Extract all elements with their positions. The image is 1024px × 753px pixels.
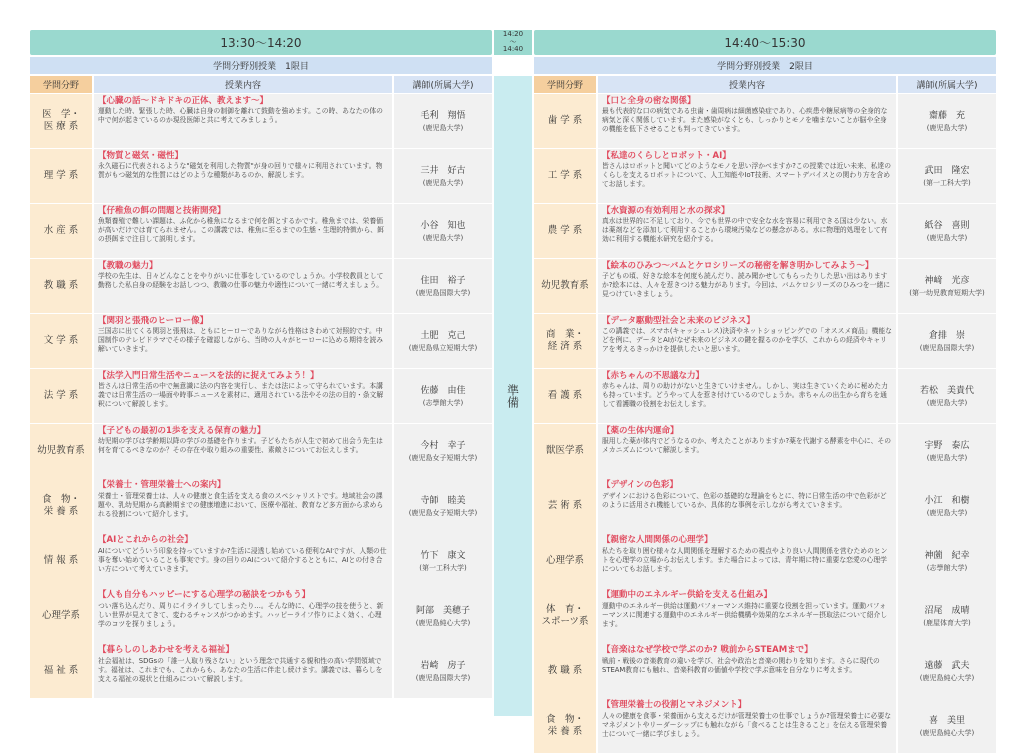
- field-label: 医 学・ 医 療 系: [30, 94, 92, 148]
- instructor-name: 紙谷 喜則: [924, 221, 970, 232]
- header-content: 授業内容: [598, 76, 896, 93]
- field-label: 教 職 系: [534, 643, 596, 697]
- instructor-name: 小谷 知也: [420, 221, 466, 232]
- instructor-name: 齋藤 充: [928, 111, 965, 122]
- field-label: 水 産 系: [30, 204, 92, 258]
- course-title: 【運動中のエネルギー供給を支える仕組み】: [602, 590, 773, 601]
- course-description: 栄養士・管理栄養士は、人々の健康と食生活を支える食のスペシャリストです。地域社会の課題や、乳幼児期から高齢期までの健康増進において、医療や福祉、教育など多方面から求められる役割について紹介します。: [98, 492, 384, 518]
- instructor-name: 土肥 克己: [420, 331, 466, 342]
- course-title: 【水資源の有効利用と水の探求】: [602, 205, 730, 216]
- instructor-university: (第一工科大学): [923, 179, 971, 188]
- course-description: 運動した時、緊張した時、心臓は自身の制御を離れて鼓動を強めます。この時、あなたの体の中で何が起きているのか現役医師と共に考えてみましょう。: [98, 107, 383, 125]
- course-title: 【親密な人間関係の心理学】: [602, 535, 713, 546]
- instructor-cell: [898, 533, 996, 587]
- instructor-cell: [898, 149, 996, 203]
- instructor-university: (鹿児島純心大学): [919, 729, 975, 738]
- instructor-cell: [394, 149, 492, 203]
- session-2-time: 14:40〜15:30: [534, 30, 996, 55]
- course-title: 【薬の生体内運命】: [602, 425, 679, 436]
- course-title: 【口と全身の密な関係】: [602, 95, 696, 106]
- course-title: 【赤ちゃんの不思議な力】: [602, 370, 705, 381]
- course-content: [94, 478, 392, 532]
- field-label: 福 祉 系: [30, 643, 92, 697]
- instructor-university: (第一工科大学): [419, 564, 467, 573]
- field-label: 歯 学 系: [534, 94, 596, 148]
- instructor-cell: [898, 424, 996, 478]
- course-content: [94, 424, 392, 478]
- course-content: [598, 259, 896, 313]
- instructor-university: (第一幼児教育短期大学): [909, 289, 985, 298]
- session-1-panel: [30, 30, 492, 698]
- course-content: [598, 314, 896, 368]
- instructor-name: 沼尾 成晴: [924, 606, 970, 617]
- preparation-block: [494, 76, 532, 716]
- instructor-name: 若松 美貴代: [919, 386, 974, 397]
- course-description: 永久磁石に代表されるような"磁気を利用した物質"が身の回りで様々に利用されています。物質がもつ磁気的な性質にはどのような種類があるのか、解説します。: [98, 162, 383, 180]
- course-content: [94, 588, 392, 642]
- course-content: [94, 369, 392, 423]
- session-2-panel: [534, 30, 996, 753]
- course-title: 【心臓の話〜ドキドキの正体、教えます〜】: [98, 95, 269, 106]
- instructor-university: (鹿児島大学): [926, 454, 968, 463]
- course-title: 【関羽と張飛のヒーロー像】: [98, 315, 209, 326]
- instructor-cell: [898, 94, 996, 148]
- session-1-rows: [30, 94, 492, 698]
- instructor-university: (鹿児島大学): [926, 234, 968, 243]
- header-field: 学問分野: [534, 76, 596, 93]
- course-description: つい落ち込んだり、周りにイライラしてしまったり…。そんな時に、心理学の技を使うと、新しい世界が見えてきて、変わるチャンスがつかめます。ハッピーライフ作りによく効く、心理学のコツを探りましょう。: [98, 602, 384, 628]
- header-field: 学問分野: [30, 76, 92, 93]
- break-time-sep: 〜: [509, 37, 517, 46]
- field-label: 農 学 系: [534, 204, 596, 258]
- instructor-name: 小江 和樹: [924, 496, 970, 507]
- instructor-cell: [898, 698, 996, 752]
- field-label: 理 学 系: [30, 149, 92, 203]
- table-row: [534, 369, 996, 423]
- field-label: 芸 術 系: [534, 478, 596, 532]
- header-instructor: 講師(所属大学): [394, 76, 492, 93]
- course-description: 学校の先生は、日々どんなことをやりがいに仕事をしているのでしょうか。小学校教員として勤務した私自身の経験をお話しつつ、教職の仕事の魅力や適性について一緒に考えましょう。: [98, 272, 384, 289]
- instructor-name: 倉排 崇: [928, 331, 965, 342]
- table-row: [534, 94, 996, 148]
- instructor-name: 宇野 泰広: [924, 441, 970, 452]
- table-row: [30, 94, 492, 148]
- course-title: 【人も自分もハッピーにする心理学の秘訣をつかもう】: [98, 590, 311, 601]
- instructor-cell: [394, 478, 492, 532]
- instructor-cell: [394, 314, 492, 368]
- table-row: [30, 259, 492, 313]
- course-description: 三国志に出てくる関羽と張飛は、ともにヒーローでありながら性格はきわめて対照的です。中国制作のテレビドラマでその様子を確認しながら、当時の人々がヒーローに込める期待を読み解いていきます。: [98, 327, 384, 353]
- break-time-start: 14:20: [502, 30, 524, 39]
- instructor-name: 佐藤 由佳: [420, 386, 466, 397]
- course-title: 【仔稚魚の餌の問題と技術開発】: [98, 205, 226, 216]
- instructor-cell: [898, 369, 996, 423]
- table-row: [30, 149, 492, 203]
- course-description: 皆さんはロボットと聞いてどのようなモノを思い浮かべますか?この授業では近い未来、私達のくらしを支えるロボットについて、人工知能やIoT技術、スマートデバイスとの関わり方を含めてお話します。: [602, 162, 892, 188]
- course-description: 最も代表的な口の病気である虫歯・歯周病は細菌感染症であり、心疾患や糖尿病等の全身的な病気と深く関係しています。また感染がなくとも、しっかりとモノを噛まないことが脳や全身の機能を低下させることも判ってきています。: [602, 107, 888, 133]
- instructor-university: (鹿児島県立短期大学): [408, 344, 478, 353]
- break-column: [494, 30, 532, 716]
- instructor-cell: [394, 94, 492, 148]
- course-content: [598, 698, 896, 752]
- course-content: [598, 533, 896, 587]
- course-content: [598, 149, 896, 203]
- field-label: 心理学系: [534, 533, 596, 587]
- course-title: 【デザインの色彩】: [602, 480, 678, 491]
- course-content: [94, 204, 392, 258]
- header-instructor: 講師(所属大学): [898, 76, 996, 93]
- instructor-cell: [394, 369, 492, 423]
- field-label: 獣医学系: [534, 424, 596, 478]
- instructor-university: (鹿児島純心大学): [415, 619, 471, 628]
- course-content: [598, 424, 896, 478]
- instructor-name: 毛利 翔悟: [420, 111, 466, 122]
- instructor-university: (鹿児島国際大学): [919, 344, 975, 353]
- instructor-name: 神﨑 光彦: [924, 276, 970, 287]
- course-title: 【子どもの最初の1歩を支える保育の魅力】: [98, 425, 266, 436]
- instructor-university: (鹿児島大学): [926, 509, 968, 518]
- instructor-cell: [394, 204, 492, 258]
- course-content: [94, 314, 392, 368]
- session-2-rows: [534, 94, 996, 753]
- instructor-university: (志學館大学): [422, 399, 464, 408]
- table-row: [30, 424, 492, 478]
- table-row: [30, 204, 492, 258]
- course-title: 【法学入門日常生活やニュースを法的に捉えてみよう！】: [98, 370, 319, 381]
- instructor-name: 竹下 康文: [420, 551, 466, 562]
- session-2-title: 学問分野別授業 2限目: [534, 57, 996, 74]
- course-title: 【音楽はなぜ学校で学ぶのか? 戦前からSTEAMまで】: [602, 645, 813, 656]
- field-label: 心理学系: [30, 588, 92, 642]
- table-row: [534, 643, 996, 697]
- course-content: [94, 259, 392, 313]
- break-time-end: 14:40: [502, 45, 524, 54]
- course-description: 幼児期の学びは学齢期以降の学びの基礎を作ります。子どもたちが人生で初めて出会う先生は何を育てるべきなのか？その存在や取り組みの重要性、素敵さについてお伝えします。: [98, 437, 383, 454]
- course-title: 【私達のくらしとロボット・AI】: [602, 150, 731, 161]
- table-row: [30, 314, 492, 368]
- course-content: [598, 204, 896, 258]
- instructor-cell: [898, 588, 996, 642]
- course-description: 魚類養殖で難しい課題は、ふ化から稚魚になるまで何を餌とするかです。稚魚までは、栄養価が高いだけでは育てられません。この講義では、稚魚に至るまでの生態・生理的特徴から、餌の摂餌まで注目して説明します。: [98, 217, 384, 243]
- course-description: AIについてどういう印象を持っていますか?生活に浸透し始めている便利なAIですが、人類の仕事を奪い始めていることも事実です。身の回りのAIについて紹介するとともに、AIとの付き合い方について考えていきます。: [98, 547, 387, 573]
- field-label: 食 物・ 栄 養 系: [534, 698, 596, 752]
- session-1-header: [30, 76, 492, 93]
- instructor-university: (志學館大学): [926, 564, 968, 573]
- course-title: 【AIとこれからの社会】: [98, 535, 193, 546]
- course-content: [598, 94, 896, 148]
- field-label: 法 学 系: [30, 369, 92, 423]
- instructor-name: 寺師 睦美: [420, 496, 466, 507]
- instructor-name: 阿部 美穂子: [415, 606, 470, 617]
- course-title: 【管理栄養士の役割とマネジメント】: [602, 700, 747, 711]
- table-row: [30, 533, 492, 587]
- course-content: [94, 533, 392, 587]
- session-1-time: 13:30〜14:20: [30, 30, 492, 55]
- instructor-cell: [898, 314, 996, 368]
- instructor-university: (鹿児島国際大学): [415, 289, 471, 298]
- course-content: [94, 149, 392, 203]
- instructor-cell: [898, 478, 996, 532]
- course-title: 【データ駆動型社会と未来のビジネス】: [602, 315, 755, 326]
- field-label: 体 育・ スポーツ系: [534, 588, 596, 642]
- break-time: [494, 30, 532, 55]
- course-title: 【暮らしのしあわせを考える福祉】: [98, 645, 235, 656]
- field-label: 商 業・ 経 済 系: [534, 314, 596, 368]
- table-row: [534, 259, 996, 313]
- course-description: 私たちを取り囲む様々な人間関係を理解するための視点やより良い人間関係を営むためのヒントを心理学の立場からお伝えします。また場合によっては、青年期に特に重要な恋愛の心理学についてもお話します。: [602, 547, 888, 573]
- instructor-university: (鹿児島女子短期大学): [408, 509, 478, 518]
- instructor-name: 武田 隆宏: [924, 166, 970, 177]
- table-row: [534, 149, 996, 203]
- field-label: 工 学 系: [534, 149, 596, 203]
- instructor-cell: [394, 643, 492, 697]
- course-content: [94, 94, 392, 148]
- preparation-label: 準備: [505, 384, 520, 408]
- course-description: 運動中のエネルギー供給は運動パフォーマンス維持に重要な役割を担っています。運動パフォーマンスに関連する運動中のエネルギー供給機構や効果的なエネルギー摂取法について紹介します。: [602, 602, 888, 628]
- instructor-university: (鹿児島大学): [926, 124, 968, 133]
- field-label: 文 学 系: [30, 314, 92, 368]
- instructor-university: (鹿児島女子短期大学): [408, 454, 478, 463]
- field-label: 幼児教育系: [534, 259, 596, 313]
- instructor-name: 喜 美里: [928, 716, 965, 727]
- instructor-university: (鹿児島大学): [422, 234, 464, 243]
- field-label: 教 職 系: [30, 259, 92, 313]
- table-row: [30, 643, 492, 697]
- course-description: デザインにおける色彩について、色彩の基礎的な理論をもとに、特に日常生活の中で色彩がどのように活用され機能しているか、具体的な事例を示しながら考えていきます。: [602, 492, 887, 509]
- table-row: [534, 424, 996, 478]
- instructor-name: 神薗 紀幸: [924, 551, 970, 562]
- course-title: 【絵本のひみつ〜バムとケロシリーズの秘密を解き明かしてみよう〜】: [602, 260, 874, 271]
- course-title: 【栄養士・管理栄養士への案内】: [98, 480, 226, 491]
- instructor-university: (鹿児島大学): [926, 399, 968, 408]
- course-content: [598, 588, 896, 642]
- header-content: 授業内容: [94, 76, 392, 93]
- table-row: [534, 204, 996, 258]
- table-row: [534, 698, 996, 752]
- instructor-university: (鹿屋体育大学): [923, 619, 971, 628]
- instructor-cell: [394, 588, 492, 642]
- course-content: [598, 643, 896, 697]
- table-row: [534, 588, 996, 642]
- field-label: 看 護 系: [534, 369, 596, 423]
- instructor-name: 住田 裕子: [420, 276, 466, 287]
- field-label: 食 物・ 栄 養 系: [30, 478, 92, 532]
- instructor-university: (鹿児島純心大学): [919, 674, 975, 683]
- course-content: [94, 643, 392, 697]
- course-description: 赤ちゃんは、周りの助けがないと生きていけません。しかし、実は生きていくために秘めた力も持っています。どうやって人を惹き付けているのでしょうか。赤ちゃんの出生から育ちを通して看護職の役割をお伝えします。: [602, 382, 888, 408]
- course-description: 真水は世界的に不足しており、今でも世界の中で安全な水を容易に利用できる国は少ない。水は薬剤などを添加して利用することから環境汚染などの懸念がある。水に物理的処理をして有効に利用する機能水研究を紹介する。: [602, 217, 888, 243]
- table-row: [30, 478, 492, 532]
- session-2-header: [534, 76, 996, 93]
- instructor-name: 三井 好古: [420, 166, 466, 177]
- course-description: 皆さんは日常生活の中で無意識に法の内容を実行し、または法によって守られています。本講義では日常生活の一場面や時事ニュースを素材に、適用されている法やその法の目的・条文解釈について解説します。: [98, 382, 384, 408]
- instructor-name: 遠藤 武夫: [924, 661, 970, 672]
- instructor-university: (鹿児島大学): [422, 179, 464, 188]
- field-label: 幼児教育系: [30, 424, 92, 478]
- instructor-cell: [898, 643, 996, 697]
- course-description: 社会福祉は、SDGsの「誰一人取り残さない」という理念で共通する親和性の高い学問領域です。福祉は、これまでも、これからも、あなたの生活に伴走し続けます。講義では、暮らしを支える福祉の現状と仕組みについて解説します。: [98, 657, 383, 683]
- instructor-cell: [394, 533, 492, 587]
- course-description: 子どもの頃、好きな絵本を何度も読んだり、読み聞かせしてもらったりした思い出はありますか?絵本には、人々を惹きつける魅力があります。今回は、バムケロシリーズのひみつを一緒に見つけていきましょう。: [602, 272, 891, 298]
- course-description: この講義では、スマホ(キャッシュレス)決済やネットショッピングでの「オススメ商品」機能などを例に、データとAIがなぜ未来のビジネスの鍵を握るのかを学び、これからの経済やキャリアを考えるきっかけを提供したいと思います。: [602, 327, 892, 353]
- field-label: 情 報 系: [30, 533, 92, 587]
- instructor-cell: [898, 259, 996, 313]
- course-title: 【物質と磁気・磁性】: [98, 150, 184, 161]
- table-row: [534, 533, 996, 587]
- course-description: 服用した薬が体内でどうなるのか、考えたことがありますか?薬を代謝する酵素を中心に、そのメカニズムについて解説します。: [602, 437, 892, 454]
- table-row: [30, 369, 492, 423]
- instructor-name: 今村 幸子: [420, 441, 466, 452]
- course-content: [598, 478, 896, 532]
- instructor-university: (鹿児島国際大学): [415, 674, 471, 683]
- course-description: 人々の健康を食事・栄養面から支えるだけが管理栄養士の仕事でしょうか?管理栄養士に必要なマネジメントやリーダーシップにも触れながら「食べることは生きること」を伝える管理栄養士について一緒に学びましょう。: [602, 712, 892, 738]
- instructor-cell: [898, 204, 996, 258]
- instructor-cell: [394, 424, 492, 478]
- table-row: [534, 478, 996, 532]
- table-row: [30, 588, 492, 642]
- course-content: [598, 369, 896, 423]
- course-title: 【教職の魅力】: [98, 260, 158, 271]
- course-description: 戦前・戦後の音楽教育の違いを学び、社会や政治と音楽の関わりを知ります。さらに現代のSTEAM教育にも触れ、音楽科教育の価値や学校で学ぶ意味を自分なりに考えます。: [602, 657, 880, 674]
- session-1-title: 学問分野別授業 1限目: [30, 57, 492, 74]
- table-row: [534, 314, 996, 368]
- instructor-name: 岩崎 房子: [420, 661, 466, 672]
- instructor-cell: [394, 259, 492, 313]
- instructor-university: (鹿児島大学): [422, 124, 464, 133]
